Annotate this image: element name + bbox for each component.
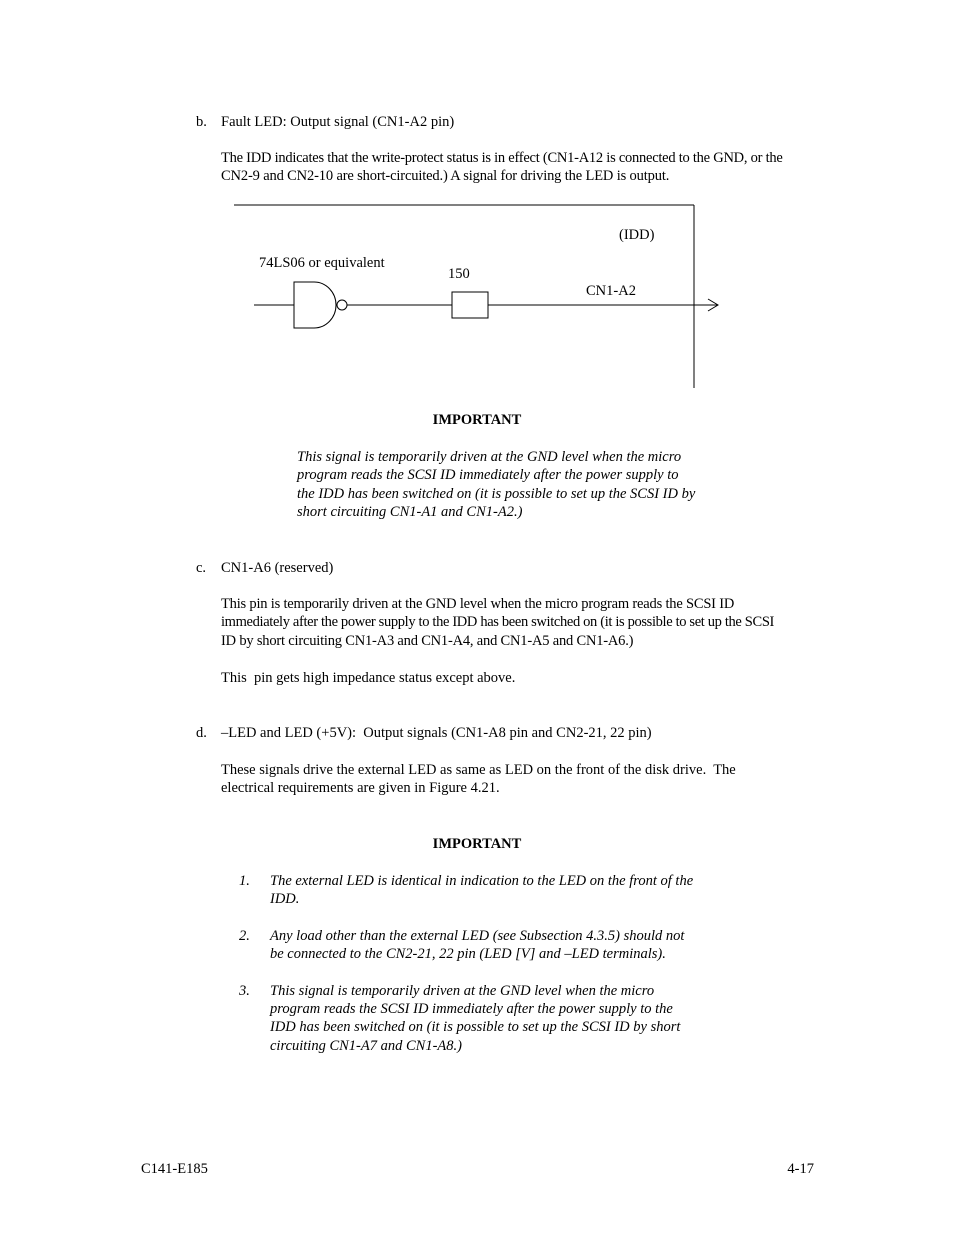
section-d-heading: –LED and LED (+5V): Output signals (CN1-A8 pin and CN2-21, 22 pin) <box>221 725 652 741</box>
section-b-marker: b. <box>196 114 207 130</box>
important-2-item-3-line-4: circuiting CN1-A7 and CN1-A8.) <box>270 1038 462 1054</box>
section-c-para-2: This pin gets high impedance status except above. <box>221 670 516 686</box>
footer-doc-code: C141-E185 <box>141 1161 208 1177</box>
gate-label: 74LS06 or equivalent <box>259 255 385 271</box>
resistor-symbol <box>452 292 488 318</box>
important-1-title: IMPORTANT <box>432 412 522 428</box>
important-2-title: IMPORTANT <box>432 836 522 852</box>
section-c-para-line-3: ID by short circuiting CN1-A3 and CN1-A4, and CN1-A5 and CN1-A6.) <box>221 633 634 649</box>
fault-led-circuit-diagram <box>0 0 954 400</box>
important-1-line-3: the IDD has been switched on (it is possible to set up the SCSI ID by <box>297 486 696 502</box>
section-c-para-line-2: immediately after the power supply to the IDD has been switched on (it is possible to set up the SCSI <box>221 614 775 630</box>
important-2-item-3-line-2: program reads the SCSI ID immediately after the power supply to the <box>270 1001 673 1017</box>
important-2-item-3-line-1: This signal is temporarily driven at the GND level when the micro <box>270 983 655 999</box>
section-b-heading: Fault LED: Output signal (CN1-A2 pin) <box>221 114 455 130</box>
important-2-item-2-number: 2. <box>239 928 250 944</box>
important-2-item-1-line-1: The external LED is identical in indication to the LED on the front of the <box>270 873 694 889</box>
gate-bubble <box>337 300 347 310</box>
section-c-heading: CN1-A6 (reserved) <box>221 560 334 576</box>
section-b-para-line-1: The IDD indicates that the write-protect status is in effect (CN1-A12 is connected to the GND, or the <box>221 150 783 166</box>
important-2-item-2-line-1: Any load other than the external LED (see Subsection 4.3.5) should not <box>270 928 685 944</box>
important-2-item-1-number: 1. <box>239 873 250 889</box>
section-d-para-line-2: electrical requirements are given in Figure 4.21. <box>221 780 500 796</box>
important-2-item-3-number: 3. <box>239 983 250 999</box>
gate-symbol <box>294 282 336 328</box>
resistor-label: 150 <box>448 266 470 282</box>
important-1-line-1: This signal is temporarily driven at the GND level when the micro <box>297 449 682 465</box>
section-d-marker: d. <box>196 725 207 741</box>
section-c-marker: c. <box>196 560 207 576</box>
pin-label: CN1-A2 <box>586 283 636 299</box>
section-b-para-line-2: CN2-9 and CN2-10 are short-circuited.) A signal for driving the LED is output. <box>221 168 670 184</box>
important-2-item-2-line-2: be connected to the CN2-21, 22 pin (LED [V] and –LED terminals). <box>270 946 666 962</box>
footer-page-number: 4-17 <box>787 1161 814 1177</box>
section-c-para-line-1: This pin is temporarily driven at the GND level when the micro program reads the SCSI ID <box>221 596 735 612</box>
important-2-item-3-line-3: IDD has been switched on (it is possible to set up the SCSI ID by short <box>270 1019 681 1035</box>
section-d-para-line-1: These signals drive the external LED as same as LED on the front of the disk drive. The <box>221 762 736 778</box>
important-2-item-1-line-2: IDD. <box>270 891 300 907</box>
important-1-line-2: program reads the SCSI ID immediately after the power supply to <box>297 467 679 483</box>
important-1-line-4: short circuiting CN1-A1 and CN1-A2.) <box>297 504 523 520</box>
idd-label: (IDD) <box>619 227 655 243</box>
